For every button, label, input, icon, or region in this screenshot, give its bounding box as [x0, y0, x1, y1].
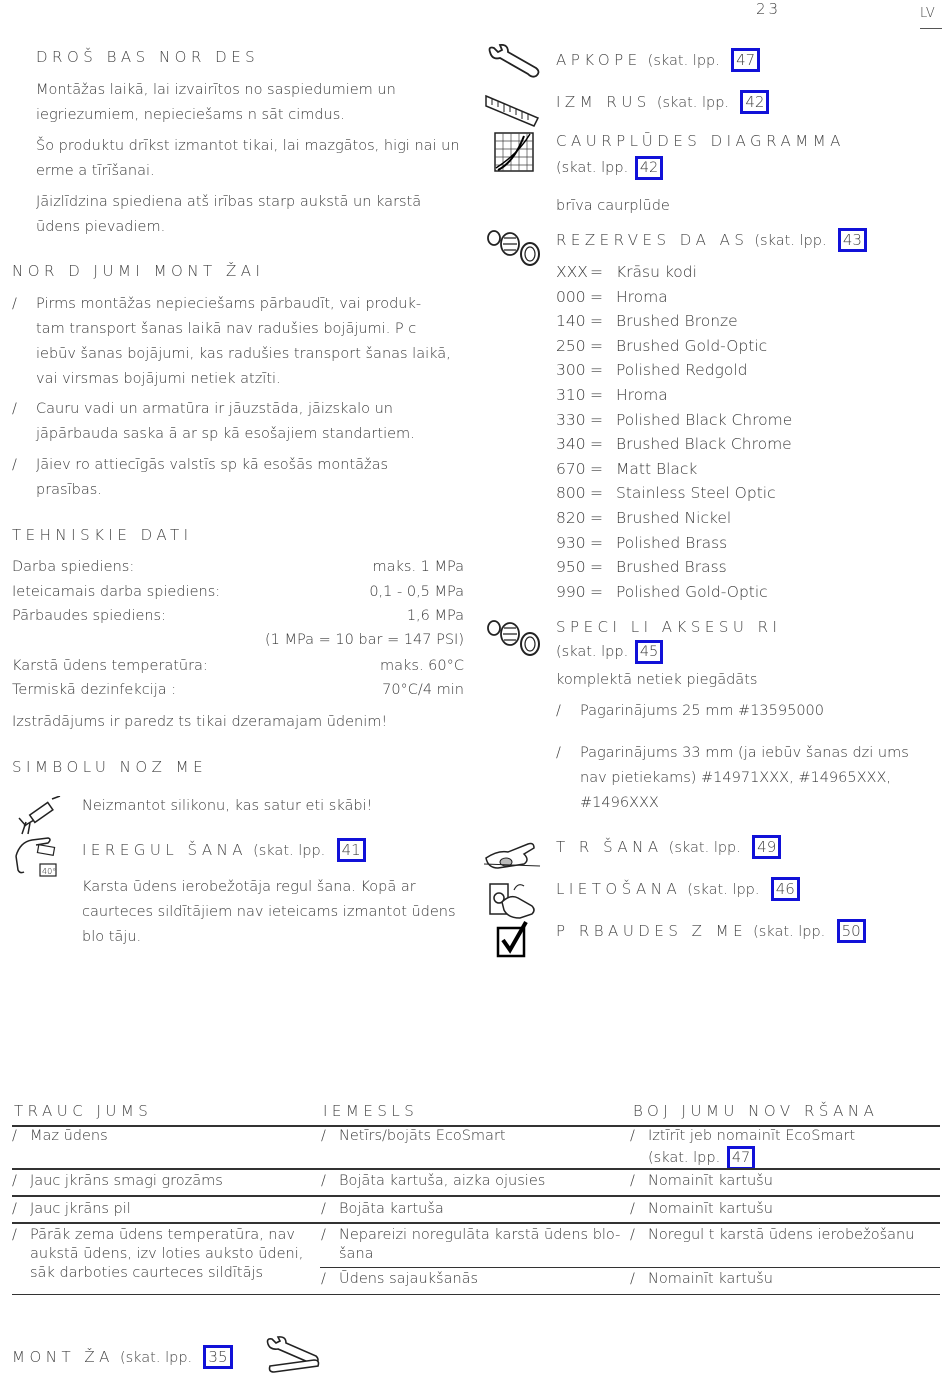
spares-heading: [556, 228, 867, 252]
svg-text:40°: 40°: [42, 867, 57, 876]
color-name: Hroma: [616, 386, 668, 404]
install-note-item: / Cauru vadi un armatūra ir jāuzstāda, jāizskalo un jāpārbauda saska ā ar sp kā esošajiem standartiem.: [12, 397, 462, 447]
table-cell-cause: / Nepareizi noregulāta karstā ūdens blo- šana: [321, 1227, 621, 1262]
wrench-icon: [484, 44, 542, 88]
table-cell-fix: / Iztīrīt jeb nomainīt EcoSmart (skat. lpp. 47: [630, 1127, 930, 1170]
table-cell-fix: / Noregul t karstā ūdens ierobežošanu: [630, 1227, 915, 1243]
color-name: Stainless Steel Optic: [616, 484, 776, 502]
tech-row: [12, 628, 464, 652]
color-code-row: 250 = Brushed Gold-Optic: [556, 334, 767, 358]
table-cell-fault: / Jauc jkrāns pil: [12, 1201, 131, 1217]
adjust-heading: [82, 838, 366, 862]
color-code: XXX: [556, 263, 588, 281]
test-mark-heading: [556, 919, 866, 943]
accessories-ref: [556, 640, 663, 664]
table-cell-fault: / Maz ūdens: [12, 1128, 108, 1144]
silicone-gun-icon: [16, 796, 62, 840]
color-code: 800: [556, 484, 586, 502]
adjust-title: IEREGUL ŠANA: [82, 841, 248, 859]
color-code-row: 950 = Brushed Brass: [556, 555, 727, 579]
tech-row: [12, 555, 464, 579]
assembly-title: MONT ŽA: [12, 1348, 114, 1366]
color-code-row: 340 = Brushed Black Chrome: [556, 432, 792, 456]
maintenance-heading: [556, 48, 760, 72]
flow-ref: [556, 156, 663, 180]
color-code: 820: [556, 509, 586, 527]
dimensions-heading: [556, 90, 769, 114]
install-note-item: / Jāiev ro attiecīgās valstīs sp kā esošās montāžas prasības.: [12, 453, 452, 503]
table-header-fix: BOJ JUMU NOV RŠANA: [633, 1102, 879, 1120]
page-link-35[interactable]: 35: [203, 1345, 232, 1369]
color-name: Brushed Brass: [616, 558, 727, 576]
usage-ref-prefix: (skat. lpp.: [687, 882, 760, 898]
spare-parts-icon: [486, 228, 542, 272]
table-divider: [12, 1168, 940, 1170]
test-mark-title: P RBAUDES Z ME: [556, 922, 748, 940]
safety-title: DROŠ BAS NOR DES: [36, 48, 260, 66]
color-name: Polished Redgold: [616, 361, 748, 379]
color-code: 950: [556, 558, 586, 576]
color-code-row: 670 = Matt Black: [556, 457, 697, 481]
color-code-row: 330 = Polished Black Chrome: [556, 408, 792, 432]
page-link-43[interactable]: 43: [838, 228, 867, 252]
color-code: 250: [556, 337, 586, 355]
accessory-item: / Pagarinājums 33 mm (ja iebūv šanas dzi ums nav pietiekams) #14971XXX, #14965XXX, #1496XXX: [556, 741, 936, 816]
dimensions-title: IZM RUS: [556, 93, 651, 111]
accessories-ref-prefix: (skat. lpp.: [556, 644, 629, 660]
tech-note: Izstrādājums ir paredz ts tikai dzeramajam ūdenim!: [12, 714, 388, 730]
page-number: 23: [756, 0, 782, 18]
color-name: Polished Brass: [616, 534, 728, 552]
table-header-cause: IEMESLS: [323, 1102, 419, 1120]
cleaning-heading: [556, 835, 781, 859]
install-note-item: / Pirms montāžas nepieciešams pārbaudīt, vai produk- tam transport šanas laikā nav radušies bojājumi. P c iebūv šanas bojājumi, kas radušies transport šanas laikā, vai virsmas bojājumi netiek atzīti.: [12, 292, 452, 392]
install-note-text: Cauru vadi un armatūra ir jāuzstāda, jāizskalo un jāpārbauda saska ā ar sp kā esošajiem standartiem.: [36, 401, 415, 442]
install-notes-title: NOR D JUMI MONT ŽAI: [12, 262, 265, 280]
color-name: Matt Black: [616, 460, 698, 478]
adjust-text: Karsta ūdens ierobežotāja regul šana. Kopā ar caurteces sildītājiem nav ieteicams izmantot ūdens blo tāju.: [82, 879, 456, 945]
color-code: 140: [556, 312, 586, 330]
fix-ref-prefix: (skat. lpp.: [648, 1150, 721, 1166]
table-cell-fix: / Nomainīt kartušu: [630, 1271, 773, 1287]
spares-ref-prefix: (skat. lpp.: [754, 233, 827, 249]
page-link-45[interactable]: 45: [635, 640, 663, 664]
color-code: 340: [556, 435, 586, 453]
silicone-warning: Neizmantot silikonu, kas satur eti skābi!: [82, 798, 373, 814]
tech-value: 1,6 MPa: [406, 608, 464, 624]
cleaning-hand-icon: [484, 832, 542, 876]
table-divider: [12, 1195, 940, 1197]
cleaning-title: T R ŠANA: [556, 838, 663, 856]
flow-ref-prefix: (skat. lpp.: [556, 160, 629, 176]
operation-hand-icon: [488, 876, 540, 924]
color-code-row: 820 = Brushed Nickel: [556, 506, 731, 530]
language-underline: [920, 28, 942, 29]
accessories-title: SPECI LI AKSESU RI: [556, 618, 782, 636]
table-cell-cause: / Netīrs/bojāts EcoSmart: [321, 1128, 506, 1144]
table-cell-fault: / Pārāk zema ūdens temperatūra, nav aukstā ūdens, izv loties auksto ūdeni, sāk darboties caurteces sildītājs: [12, 1227, 304, 1281]
page-link-47[interactable]: 47: [731, 48, 760, 72]
page-link-41[interactable]: 41: [337, 838, 366, 862]
tech-label: Darba spiediens:: [12, 559, 135, 575]
tech-value: (1 MPa = 10 bar = 147 PSI): [265, 632, 464, 648]
tech-label: Ieteicamais darba spiediens:: [12, 584, 221, 600]
table-header-fault: TRAUC JUMS: [14, 1102, 153, 1120]
color-code: 300: [556, 361, 586, 379]
table-cell-fix: / Nomainīt kartušu: [630, 1173, 773, 1189]
color-code: 670: [556, 460, 586, 478]
color-name: Hroma: [616, 288, 668, 306]
page-link-46[interactable]: 46: [771, 877, 800, 901]
table-cell-cause: / Bojāta kartuša, aizka ojusies: [321, 1173, 546, 1189]
tech-row: [12, 678, 464, 702]
tech-value: maks. 1 MPa: [372, 559, 464, 575]
tech-value: maks. 60°C: [379, 658, 464, 674]
table-divider: [320, 1267, 940, 1268]
test-mark-ref-prefix: (skat. lpp.: [753, 924, 826, 940]
color-code-row: 140 = Brushed Bronze: [556, 309, 738, 333]
tech-value: 70°C/4 min: [382, 682, 464, 698]
temperature-adjust-icon: [12, 836, 60, 884]
flow-title: CAURPLŪDES DIAGRAMMA: [556, 132, 845, 150]
usage-heading: [556, 877, 800, 901]
color-name: Brushed Black Chrome: [616, 435, 792, 453]
color-code-row: 000 = Hroma: [556, 285, 668, 309]
tools-icon: [264, 1336, 322, 1380]
color-code-row: 990 = Polished Gold-Optic: [556, 580, 768, 604]
page-link-49[interactable]: 49: [752, 835, 781, 859]
install-note-text: Jāiev ro attiecīgās valstīs sp kā esošās montāžas prasības.: [36, 457, 389, 498]
table-divider: [12, 1222, 940, 1224]
safety-paragraph-3: Jāizlīdzina spiediena atš irības starp aukstā un karstā ūdens pievadiem.: [36, 194, 422, 235]
flow-diagram-icon: [494, 132, 534, 176]
checkmark-box-icon: [496, 920, 530, 964]
assembly-heading: [12, 1345, 233, 1369]
color-name: Polished Black Chrome: [616, 411, 793, 429]
flow-subtitle: brīva caurplūde: [556, 198, 670, 214]
color-name: Brushed Gold-Optic: [616, 337, 768, 355]
page-link-50[interactable]: 50: [837, 919, 866, 943]
tech-label: Termiskā dezinfekcija :: [12, 682, 177, 698]
tech-row: [12, 654, 464, 678]
color-name: Brushed Bronze: [616, 312, 738, 330]
tech-row: [12, 580, 464, 604]
maintenance-title: APKOPE: [556, 51, 642, 69]
ruler-icon: [484, 88, 542, 134]
table-cell-cause: / Ūdens sajaukšanās: [321, 1271, 479, 1287]
assembly-ref-prefix: (skat. lpp.: [119, 1350, 193, 1366]
color-code: 330: [556, 411, 586, 429]
spares-title: REZERVES DA AS: [556, 231, 749, 249]
table-cell-fault: / Jauc jkrāns smagi grozāms: [12, 1173, 223, 1189]
accessory-item: / Pagarinājums 25 mm #13595000: [556, 699, 936, 724]
accessory-text: Pagarinājums 25 mm #13595000: [580, 703, 825, 719]
page-link-42[interactable]: 42: [740, 90, 769, 114]
install-note-text: Pirms montāžas nepieciešams pārbaudīt, vai produk- tam transport šanas laikā nav radušies bojājumi. P c iebūv šanas bojājumi, kas radušies transport šanas laikā, vai virsmas bojājumi netiek atzīti.: [36, 296, 451, 387]
tech-row: [12, 604, 464, 628]
cleaning-ref-prefix: (skat. lpp.: [668, 840, 741, 856]
tech-label: Karstā ūdens temperatūra:: [12, 658, 208, 674]
color-code: 000: [556, 288, 586, 306]
color-name: Polished Gold-Optic: [616, 583, 768, 601]
color-name: Brushed Nickel: [616, 509, 732, 527]
accessories-icon: [486, 618, 542, 662]
page-link-47[interactable]: 47: [727, 1146, 755, 1170]
safety-paragraph-1: Montāžas laikā, lai izvairītos no saspiedumiem un iegriezumiem, nepieciešams n sāt cimdus.: [36, 82, 396, 123]
color-code-row: 930 = Polished Brass: [556, 531, 727, 555]
color-code: 310: [556, 386, 586, 404]
color-code: 990: [556, 583, 586, 601]
tech-label: Pārbaudes spiediens:: [12, 608, 166, 624]
color-name: Krāsu kodi: [616, 263, 697, 281]
page-link-42[interactable]: 42: [635, 156, 663, 180]
color-code-row: XXX = Krāsu kodi: [556, 260, 697, 284]
accessory-text: Pagarinājums 33 mm (ja iebūv šanas dzi ums nav pietiekams) #14971XXX, #14965XXX, #1496XXX: [580, 745, 909, 811]
color-code-row: 800 = Stainless Steel Optic: [556, 481, 776, 505]
adjust-ref-prefix: (skat. lpp.: [253, 843, 326, 859]
language-code: LV: [920, 6, 935, 21]
color-code-row: 310 = Hroma: [556, 383, 668, 407]
accessories-subtitle: komplektā netiek piegādāts: [556, 672, 758, 688]
tech-value: 0,1 - 0,5 MPa: [369, 584, 464, 600]
symbols-title: SIMBOLU NOZ ME: [12, 758, 208, 776]
color-code-row: 300 = Polished Redgold: [556, 358, 747, 382]
table-cell-cause: / Bojāta kartuša: [321, 1201, 444, 1217]
safety-paragraph-2: Šo produktu drīkst izmantot tikai, lai mazgātos, higi nai un erme a tīrīšanai.: [36, 138, 460, 179]
usage-title: LIETOŠANA: [556, 880, 682, 898]
tech-data-title: TEHNISKIE DATI: [12, 526, 193, 544]
maintenance-ref-prefix: (skat. lpp.: [647, 53, 720, 69]
table-cell-fix: / Nomainīt kartušu: [630, 1201, 773, 1217]
table-divider: [12, 1294, 940, 1295]
dimensions-ref-prefix: (skat. lpp.: [656, 95, 730, 111]
color-code: 930: [556, 534, 586, 552]
